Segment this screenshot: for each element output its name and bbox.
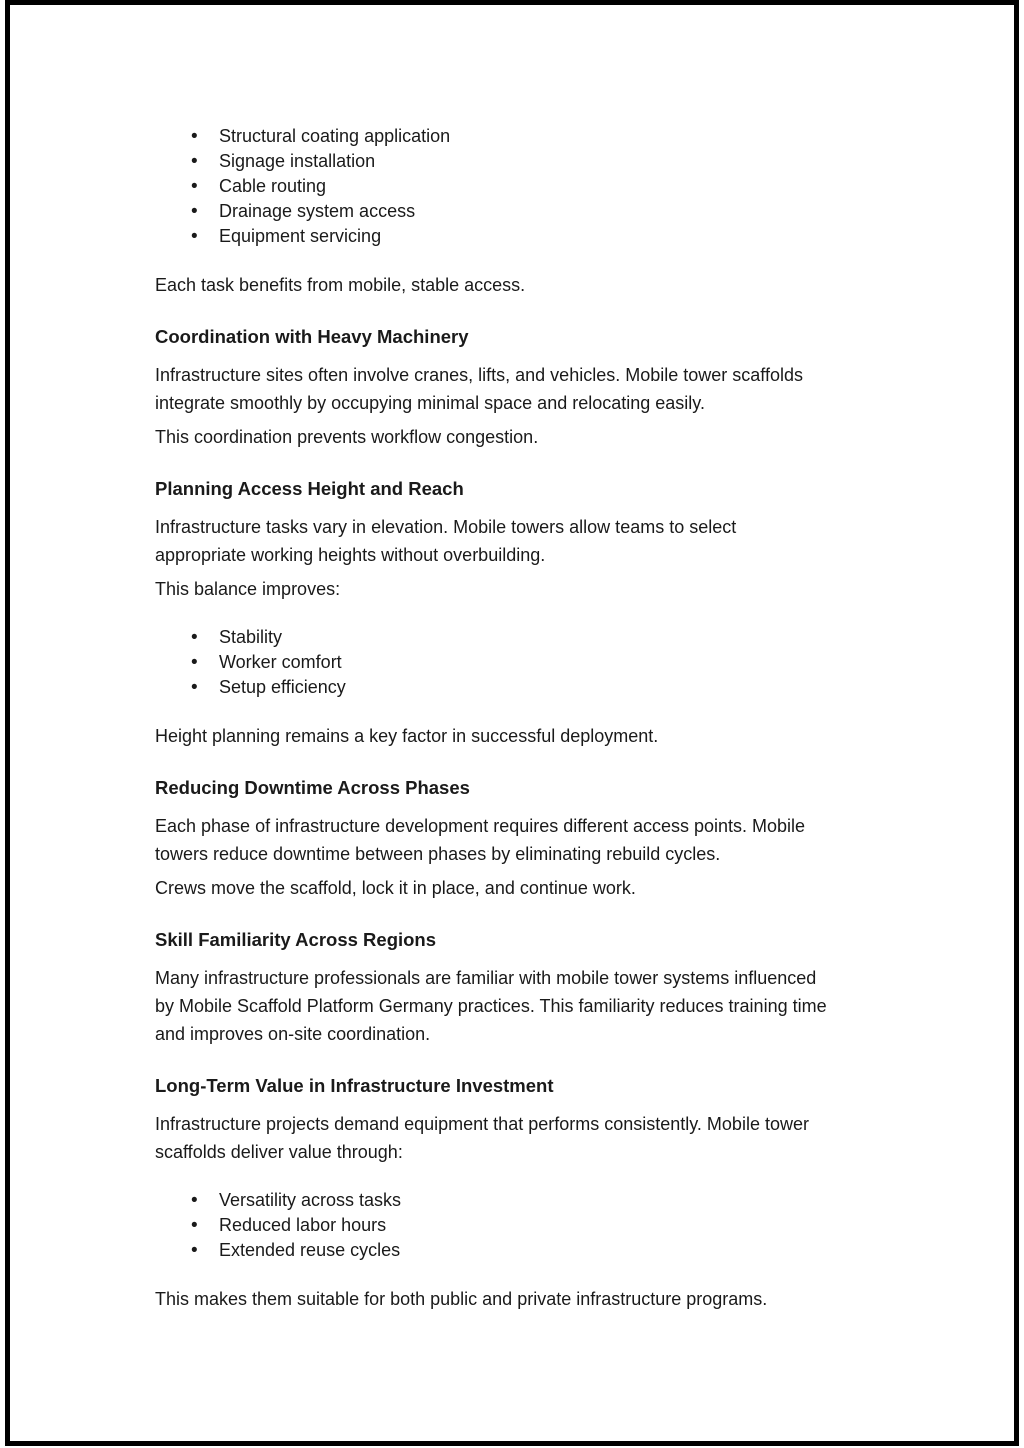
paragraph	[155, 722, 895, 750]
paragraph-line: Each phase of infrastructure development requires different access points. Mobile	[155, 816, 806, 836]
paragraph-line: scaffolds deliver value through:	[155, 1142, 403, 1162]
paragraph	[155, 575, 895, 603]
paragraph-line: Crews move the scaffold, lock it in place, and continue work.	[155, 878, 636, 898]
paragraph	[155, 1285, 895, 1313]
section-heading-skill: Skill Familiarity Across Regions	[155, 929, 437, 950]
paragraph-line: Infrastructure tasks vary in elevation. Mobile towers allow teams to select	[155, 517, 737, 537]
paragraph	[155, 271, 895, 299]
paragraph-line: and improves on-site coordination.	[155, 1024, 431, 1044]
section-heading-value: Long-Term Value in Infrastructure Investment	[155, 1075, 554, 1096]
list-item: • Extended reuse cycles	[155, 1238, 895, 1263]
section-heading-planning: Planning Access Height and Reach	[155, 478, 464, 499]
paragraph-line: Infrastructure sites often involve cranes, lifts, and vehicles. Mobile tower scaffolds	[155, 365, 803, 385]
paragraph	[155, 423, 895, 451]
paragraph	[155, 361, 895, 417]
paragraph-line: Height planning remains a key factor in successful deployment.	[155, 726, 659, 746]
task-bullet-list	[155, 124, 895, 249]
paragraph-line: by Mobile Scaffold Platform Germany practices. This familiarity reduces training time	[155, 996, 827, 1016]
document-content	[155, 0, 895, 1319]
list-item: • Cable routing	[155, 174, 895, 199]
list-item: • Stability	[155, 625, 895, 650]
list-item: • Structural coating application	[155, 124, 895, 149]
section-heading-coordination: Coordination with Heavy Machinery	[155, 326, 469, 347]
balance-bullet-list	[155, 625, 895, 700]
paragraph-line: Each task benefits from mobile, stable access.	[155, 275, 526, 295]
paragraph	[155, 812, 895, 868]
list-item: • Setup efficiency	[155, 675, 895, 700]
list-item: • Equipment servicing	[155, 224, 895, 249]
list-item: • Versatility across tasks	[155, 1188, 895, 1213]
paragraph-line: towers reduce downtime between phases by eliminating rebuild cycles.	[155, 844, 721, 864]
paragraph-line: This makes them suitable for both public and private infrastructure programs.	[155, 1289, 768, 1309]
paragraph-line: appropriate working heights without overbuilding.	[155, 545, 546, 565]
paragraph-line: Many infrastructure professionals are familiar with mobile tower systems influenced	[155, 968, 817, 988]
list-item: • Signage installation	[155, 149, 895, 174]
paragraph	[155, 874, 895, 902]
paragraph	[155, 1110, 895, 1166]
list-item: • Reduced labor hours	[155, 1213, 895, 1238]
paragraph-line: integrate smoothly by occupying minimal space and relocating easily.	[155, 393, 705, 413]
paragraph-line: This balance improves:	[155, 579, 341, 599]
section-heading-downtime: Reducing Downtime Across Phases	[155, 777, 470, 798]
paragraph	[155, 513, 895, 569]
value-bullet-list	[155, 1188, 895, 1263]
list-item: • Drainage system access	[155, 199, 895, 224]
paragraph-line: This coordination prevents workflow congestion.	[155, 427, 539, 447]
paragraph-line: Infrastructure projects demand equipment that performs consistently. Mobile tower	[155, 1114, 809, 1134]
list-item: • Worker comfort	[155, 650, 895, 675]
paragraph	[155, 964, 895, 1048]
